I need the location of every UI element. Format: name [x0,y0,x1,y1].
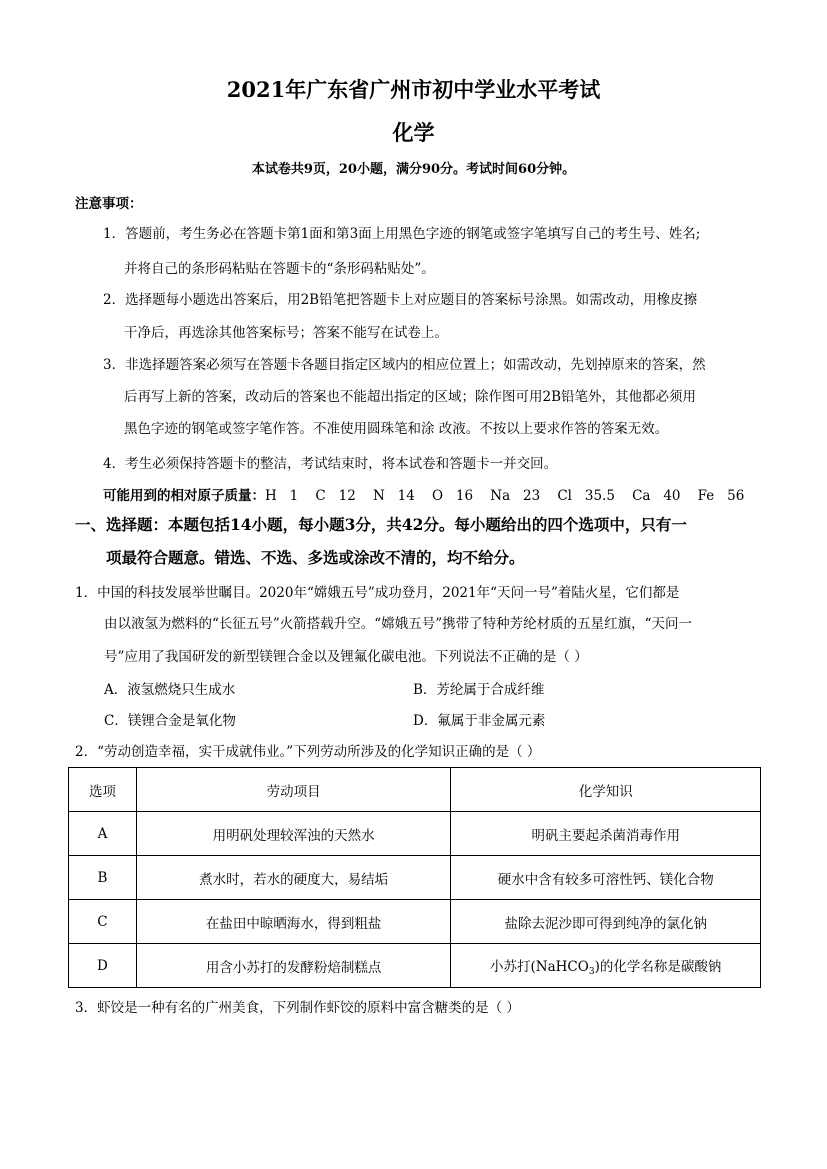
project-cell: 用明矾处理较浑浊的天然水 [136,812,451,856]
option-cell: D [69,944,137,988]
exam-title: 2021年广东省广州市初中学业水平考试 [226,77,601,102]
formula-suffix: )的化学名称是碳酸钠 [594,958,722,975]
note-4-line-1: 4．考生必须保持答题卡的整洁，考试结束时，将本试卷和答题卡一并交回。 [103,456,558,472]
atomic-mass-values: H 1 C 12 N 14 O 16 Na 23 Cl 35.5 Ca 40 Fe 56 [265,488,745,504]
note-3-line-1: 3．非选择题答案必须写在答题卡各题目指定区域内的相应位置上；如需改动，先划掉原来的答案，然 [103,357,706,373]
option-cell: C [69,900,137,944]
note-2-line-1: 2．选择题每小题选出答案后，用2B铅笔把答题卡上对应题目的答案标号涂黑。如需改动，用橡皮擦 [103,292,698,308]
q1-stem-line-2: 由以液氢为燃料的“长征五号”火箭搭载升空。“嫦娥五号”携带了特种芳纶材质的五星红旗，“天问一 [104,616,693,632]
project-cell: 在盐田中晾晒海水，得到粗盐 [136,900,451,944]
formula-prefix: 小苏打(NaHCO [490,958,589,975]
q1-stem-line-1: 1．中国的科技发展举世瞩目。2020年“嫦娥五号”成功登月，2021年“天问一号”着陆火星，它们都是 [75,585,680,601]
note-3-line-3: 黑色字迹的钢笔或签字笔作答。不准使用圆珠笔和涂 改液。不按以上要求作答的答案无效。 [124,421,669,437]
table-row [69,944,761,988]
q1-stem-line-3: 号”应用了我国研发的新型镁锂合金以及锂氟化碳电池。下列说法不正确的是（ ） [104,649,588,665]
q1-option-b[interactable]: B．芳纶属于合成纤维 [413,682,545,698]
q1-option-a[interactable]: A．液氢燃烧只生成水 [104,682,236,698]
section-1-line-1: 一、选择题：本题包括14小题，每小题3分，共42分。每小题给出的四个选项中，只有一 [75,515,687,534]
section-1-line-2: 项最符合题意。错选、不选、多选或涂改不清的，均不给分。 [106,548,525,567]
option-cell: A [69,812,137,856]
option-cell: B [69,856,137,900]
project-cell: 用含小苏打的发酵粉焙制糕点 [136,944,451,988]
knowledge-cell: 明矾主要起杀菌消毒作用 [451,812,761,856]
table-header-cell: 化学知识 [451,768,761,812]
q2-table [68,767,761,988]
note-1-line-2: 并将自己的条形码粘贴在答题卡的“条形码粘贴处”。 [124,261,435,277]
note-1-line-1: 1．答题前，考生务必在答题卡第1面和第3面上用黑色字迹的钢笔或签字笔填写自己的考生号、姓名; [103,226,701,242]
knowledge-cell [451,944,761,988]
subject-title: 化学 [392,120,435,145]
q1-option-c[interactable]: C．镁锂合金是氧化物 [104,713,236,729]
knowledge-cell: 硬水中含有较多可溶性钙、镁化合物 [451,856,761,900]
q1-option-d[interactable]: D．氟属于非金属元素 [413,713,546,729]
project-cell: 煮水时，若水的硬度大，易结垢 [136,856,451,900]
atomic-mass-label: 可能用到的相对原子质量： [103,488,265,504]
table-header-cell: 劳动项目 [136,768,451,812]
note-3-line-2: 后再写上新的答案，改动后的答案也不能超出指定的区域；除作图可用2B铅笔外，其他都必须用 [124,389,697,405]
notes-heading: 注意事项： [75,196,143,212]
note-2-line-2: 干净后，再选涂其他答案标号；答案不能写在试卷上。 [124,325,448,341]
q3-stem: 3．虾饺是一种有名的广州美食，下列制作虾饺的原料中富含糖类的是（ ） [75,1000,520,1016]
knowledge-cell: 盐除去泥沙即可得到纯净的氯化钠 [451,900,761,944]
atomic-mass-line [103,484,744,504]
q2-stem: 2．“劳动创造幸福，实干成就伟业。”下列劳动所涉及的化学知识正确的是（ ） [75,744,541,760]
table-row [69,812,761,856]
formula-subscript: 3 [588,966,595,977]
exam-info: 本试卷共9页，20小题，满分90分。考试时间60分钟。 [251,162,576,177]
table-row [69,856,761,900]
table-row [69,900,761,944]
table-header-row [69,768,761,812]
table-header-cell: 选项 [69,768,137,812]
